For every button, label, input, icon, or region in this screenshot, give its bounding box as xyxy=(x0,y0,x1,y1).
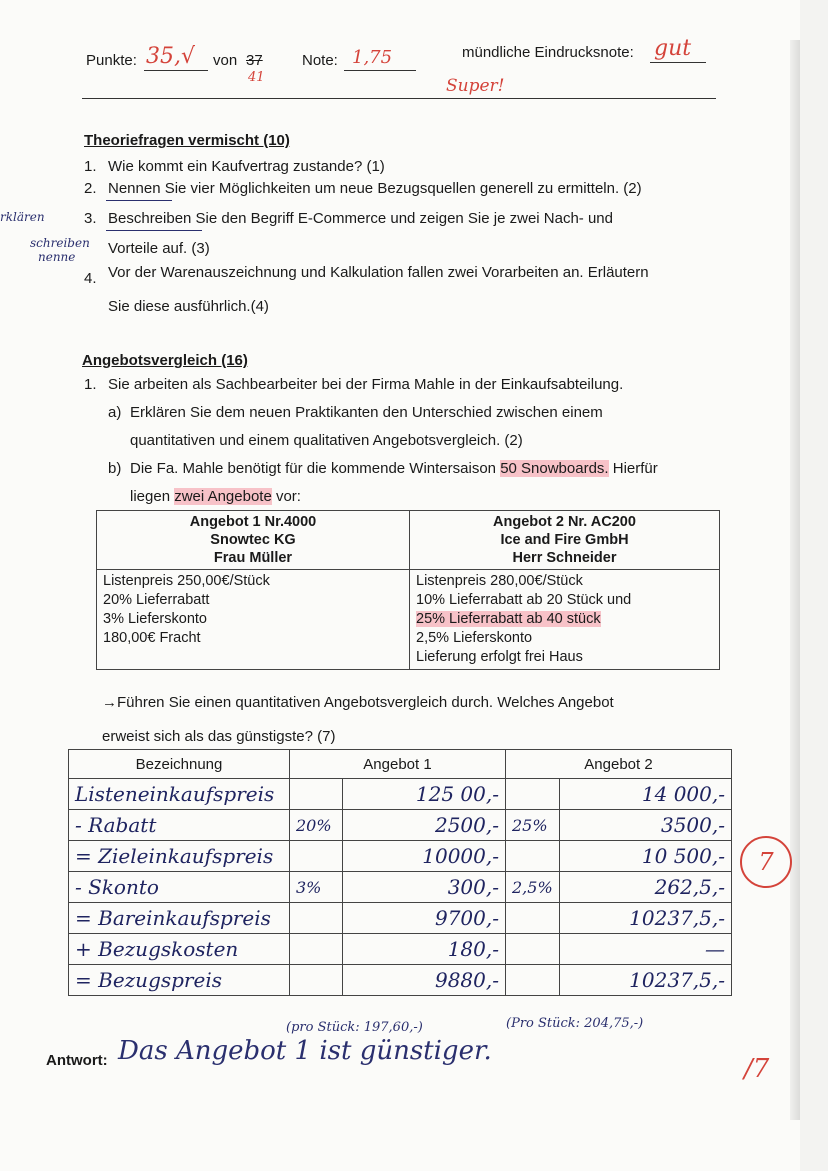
task-a-text-cont: quantitativen und einem qualitativen Angebotsvergleich. (2) xyxy=(130,432,523,449)
section2-title: Angebotsvergleich (16) xyxy=(82,352,248,369)
points-value: 35,√ xyxy=(146,44,196,69)
row-val2: 10237,5,- xyxy=(559,903,731,934)
row-val1: 10000,- xyxy=(343,841,506,872)
offer2-line: Listenpreis 280,00€/Stück xyxy=(416,573,583,589)
offer1-head xyxy=(97,511,410,570)
per-piece-2: (Pro Stück: 204,75,-) xyxy=(506,1016,644,1031)
task-b-highlight-2: zwei Angebote xyxy=(174,488,272,505)
table-row xyxy=(69,934,732,965)
grade-line xyxy=(344,70,416,71)
task1-text: Sie arbeiten als Sachbearbeiter bei der Firma Mahle in der Einkaufsabteilung. xyxy=(108,376,624,393)
row-pct1: 3% xyxy=(290,872,343,903)
task-b-text-3: liegen xyxy=(130,488,171,505)
row-val1: 2500,- xyxy=(343,810,506,841)
row-label: + Bezugskosten xyxy=(69,934,290,965)
row-pct1 xyxy=(290,841,343,872)
offer1-line: 20% Lieferrabatt xyxy=(103,592,210,608)
calc-header: Angebot 1 xyxy=(290,750,506,779)
answer-label: Antwort: xyxy=(46,1052,108,1069)
row-label: - Rabatt xyxy=(69,810,290,841)
oral-line xyxy=(650,62,706,63)
offer1-head-line: Angebot 1 Nr.4000 xyxy=(189,514,317,530)
offer1-head-line: Frau Müller xyxy=(213,550,293,566)
table-row xyxy=(69,841,732,872)
answer-text: Das Angebot 1 ist günstiger. xyxy=(118,1036,492,1066)
row-label: = Bareinkaufspreis xyxy=(69,903,290,934)
calc-header: Bezeichnung xyxy=(69,750,290,779)
max-points-struck: 37 xyxy=(246,52,263,69)
row-val2: 10 500,- xyxy=(559,841,731,872)
page-edge xyxy=(790,40,800,1120)
q3-num: 3. xyxy=(84,210,97,227)
teacher-comment: Super! xyxy=(446,76,505,96)
of-label: von xyxy=(213,52,238,69)
offer2-line: Lieferung erfolgt frei Haus xyxy=(416,649,583,665)
task-b-letter: b) xyxy=(108,460,122,477)
q3-text-cont: Vorteile auf. (3) xyxy=(108,240,210,257)
table-row xyxy=(69,779,732,810)
q3-text: Beschreiben Sie den Begriff E-Commerce und zeigen Sie je zwei Nach- und xyxy=(108,210,613,227)
task-b-text-2: Hierfür xyxy=(612,460,658,477)
oral-value: gut xyxy=(654,36,692,61)
max-points-corrected: 41 xyxy=(248,70,265,85)
row-val1: 9880,- xyxy=(343,965,506,996)
offer1-line: Listenpreis 250,00€/Stück xyxy=(103,573,270,589)
row-pct1: 20% xyxy=(290,810,343,841)
instruction-text: →Führen Sie einen quantitativen Angebotsvergleich durch. Welches Angebot xyxy=(102,694,614,711)
margin-note-2: schreiben xyxy=(30,236,90,250)
offer2-head-line: Herr Schneider xyxy=(512,550,617,566)
table-row xyxy=(69,810,732,841)
row-pct2: 25% xyxy=(506,810,560,841)
row-val1: 180,- xyxy=(343,934,506,965)
row-label: = Zieleinkaufspreis xyxy=(69,841,290,872)
grade-label: Note: xyxy=(302,52,338,69)
offer2-body xyxy=(410,570,720,670)
row-label: Listeneinkaufspreis xyxy=(69,779,290,810)
task1-num: 1. xyxy=(84,376,97,393)
q3-underline xyxy=(106,230,202,231)
row-pct2: 2,5% xyxy=(506,872,560,903)
offer1-line: 3% Lieferskonto xyxy=(103,611,207,627)
table-row xyxy=(69,872,732,903)
per-piece-1: (pro Stück: 197,60,-) xyxy=(286,1020,423,1035)
row-val2: 14 000,- xyxy=(559,779,731,810)
row-val1: 300,- xyxy=(343,872,506,903)
score-circle: 7 xyxy=(740,836,792,888)
table-row xyxy=(69,965,732,996)
table-row xyxy=(69,903,732,934)
offer2-line: 2,5% Lieferskonto xyxy=(416,630,533,646)
row-label: = Bezugspreis xyxy=(69,965,290,996)
offers-table xyxy=(96,510,720,670)
q4-text-cont: Sie diese ausführlich.(4) xyxy=(108,298,269,315)
q2-num: 2. xyxy=(84,180,97,197)
instruction-text-cont: erweist sich als das günstigste? (7) xyxy=(102,728,336,745)
answer-score: /7 xyxy=(744,1054,770,1084)
section1-title: Theoriefragen vermischt (10) xyxy=(84,132,290,149)
task-a-text: Erklären Sie dem neuen Praktikanten den Unterschied zwischen einem xyxy=(130,404,603,421)
offer2-line: 10% Lieferrabatt ab 20 Stück und xyxy=(416,592,632,608)
offer1-body xyxy=(97,570,410,670)
row-pct1 xyxy=(290,903,343,934)
task-b-text: Die Fa. Mahle benötigt für die kommende Wintersaison xyxy=(130,460,497,477)
header-divider xyxy=(82,98,716,99)
task-b-highlight: 50 Snowboards. xyxy=(500,460,609,477)
q4-text: Vor der Warenauszeichnung und Kalkulation fallen zwei Vorarbeiten an. Erläutern xyxy=(108,264,649,281)
calc-header: Angebot 2 xyxy=(506,750,732,779)
row-pct1 xyxy=(290,965,343,996)
row-pct1 xyxy=(290,779,343,810)
points-line xyxy=(144,70,208,71)
row-val2: — xyxy=(559,934,731,965)
calc-table xyxy=(68,749,732,996)
row-pct2 xyxy=(506,934,560,965)
offer2-head-line: Ice and Fire GmbH xyxy=(500,532,629,548)
q1-text: Wie kommt ein Kaufvertrag zustande? (1) xyxy=(108,158,385,175)
row-pct2 xyxy=(506,965,560,996)
row-val2: 3500,- xyxy=(559,810,731,841)
q2-underline xyxy=(106,200,172,201)
task-a-letter: a) xyxy=(108,404,122,421)
margin-note-1: rklären xyxy=(0,210,45,224)
row-pct2 xyxy=(506,779,560,810)
offer2-line-highlight: 25% Lieferrabatt ab 40 stück xyxy=(416,611,601,627)
offer1-line: 180,00€ Fracht xyxy=(103,630,201,646)
row-pct2 xyxy=(506,903,560,934)
row-val2: 10237,5,- xyxy=(559,965,731,996)
oral-label: mündliche Eindrucksnote: xyxy=(462,44,634,61)
row-pct2 xyxy=(506,841,560,872)
row-val1: 9700,- xyxy=(343,903,506,934)
q4-num: 4. xyxy=(84,270,97,287)
row-val2: 262,5,- xyxy=(559,872,731,903)
row-val1: 125 00,- xyxy=(343,779,506,810)
points-label: Punkte: xyxy=(86,52,137,69)
grade-value: 1,75 xyxy=(352,47,393,68)
offer2-head-line: Angebot 2 Nr. AC200 xyxy=(493,514,636,530)
task-b-text-4: vor: xyxy=(275,488,301,505)
margin-note-3: nenne xyxy=(38,250,76,264)
task-b-line xyxy=(130,460,658,477)
row-pct1 xyxy=(290,934,343,965)
q1-num: 1. xyxy=(84,158,97,175)
offer1-head-line: Snowtec KG xyxy=(210,532,296,548)
offer2-head xyxy=(410,511,720,570)
row-label: - Skonto xyxy=(69,872,290,903)
task-b-line-2 xyxy=(130,488,301,505)
q2-text: Nennen Sie vier Möglichkeiten um neue Bezugsquellen generell zu ermitteln. (2) xyxy=(108,180,642,197)
